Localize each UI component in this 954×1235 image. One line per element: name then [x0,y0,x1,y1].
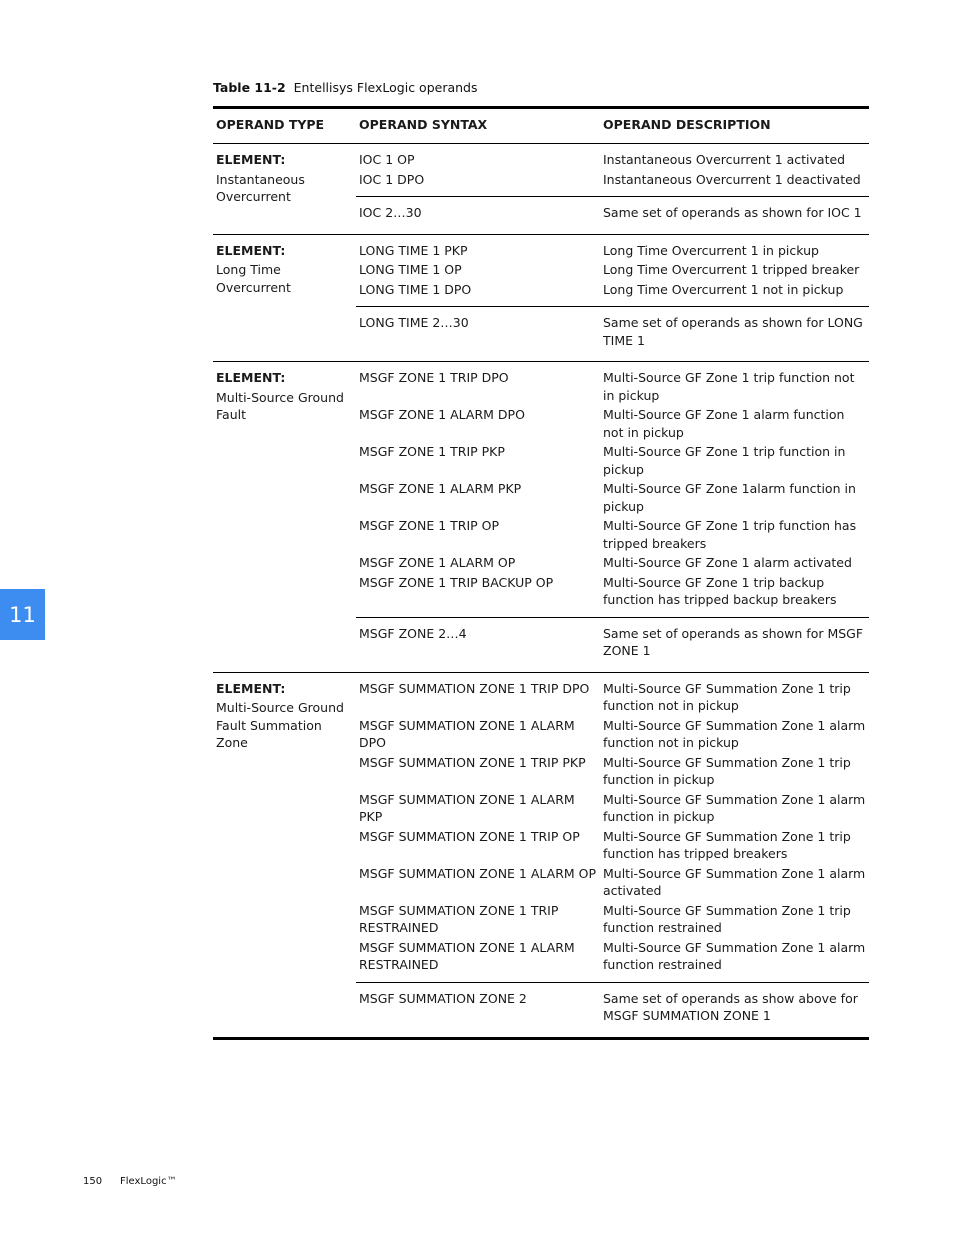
operand-type-label: ELEMENT: [216,152,286,167]
operand-description: Multi-Source GF Zone 1 trip function has tripped breakers [603,518,857,551]
operand-syntax: MSGF SUMMATION ZONE 1 ALARM DPO [359,717,575,750]
operand-description: Same set of operands as shown for IOC 1 [600,197,869,235]
operand-type-cell [213,672,356,1038]
operand-syntax: MSGF SUMMATION ZONE 1 TRIP OP [359,828,580,844]
operand-syntax: LONG TIME 1 PKP [356,234,600,261]
operand-type-label: ELEMENT: [216,680,286,696]
operand-description: Multi-Source GF Zone 1 alarm function not in pickup [603,407,845,440]
operand-syntax: MSGF ZONE 1 TRIP DPO [356,362,600,407]
operand-syntax: MSGF SUMMATION ZONE 1 ALARM PKP [359,791,575,824]
operand-syntax: MSGF ZONE 1 TRIP BACKUP OP [359,574,554,590]
operand-type-description: Multi-Source Ground Fault Summation Zone [216,700,344,750]
operand-syntax: MSGF SUMMATION ZONE 1 ALARM OP [359,865,597,881]
operand-type-description: Long Time Overcurrent [216,262,291,295]
operand-description: Multi-Source GF Zone 1 trip backup function has tripped backup breakers [603,574,837,607]
operand-type-description: Multi-Source Ground Fault [216,389,344,422]
operand-syntax: MSGF ZONE 1 TRIP PKP [359,444,505,459]
chapter-tab: 11 [0,589,45,640]
operand-description: Multi-Source GF Zone 1 alarm activated [603,555,852,570]
table-body [213,144,869,1039]
operand-type-description: Instantaneous Overcurrent [216,171,305,204]
operand-description: Same set of operands as shown for LONG TIME 1 [600,307,869,362]
table-title: Entellisys FlexLogic operands [293,80,478,95]
operand-syntax: MSGF ZONE 1 TRIP OP [359,518,500,533]
operand-description: Multi-Source GF Summation Zone 1 trip function in pickup [603,754,851,787]
operand-description: Multi-Source GF Summation Zone 1 trip function restrained [603,902,851,935]
operand-syntax: IOC 1 DPO [359,171,425,187]
operand-syntax: MSGF SUMMATION ZONE 1 ALARM RESTRAINED [359,939,575,972]
operand-description: Multi-Source GF Summation Zone 1 trip function has tripped breakers [603,828,851,861]
operand-description: Same set of operands as shown for MSGF ZONE 1 [600,617,869,672]
operand-type-cell [213,234,356,362]
operand-description: Instantaneous Overcurrent 1 deactivated [603,171,861,187]
operand-description: Long Time Overcurrent 1 in pickup [600,234,869,261]
operand-syntax: LONG TIME 1 OP [359,262,462,277]
operand-syntax: MSGF ZONE 1 ALARM PKP [359,481,522,496]
operand-description: Multi-Source GF Summation Zone 1 trip function not in pickup [600,672,869,717]
operand-description: Same set of operands as show above for MSGF SUMMATION ZONE 1 [600,982,869,1038]
operand-type-label: ELEMENT: [216,242,286,258]
operand-syntax: MSGF SUMMATION ZONE 1 TRIP RESTRAINED [359,902,559,935]
operand-description: Multi-Source GF Zone 1alarm function in pickup [603,481,856,514]
table-row [213,234,869,261]
operand-syntax: IOC 2…30 [356,197,600,235]
operand-description: Multi-Source GF Summation Zone 1 alarm activated [603,865,866,898]
operand-syntax: MSGF SUMMATION ZONE 1 TRIP DPO [356,672,600,717]
operand-syntax: MSGF SUMMATION ZONE 2 [356,982,600,1038]
operand-syntax: MSGF ZONE 2…4 [356,617,600,672]
header-row [213,108,869,144]
operand-description: Multi-Source GF Summation Zone 1 alarm function in pickup [603,791,866,824]
table-number: Table 11-2 [213,80,286,95]
header-operand-syntax: OPERAND SYNTAX [356,108,600,144]
operand-description: Multi-Source GF Summation Zone 1 alarm function restrained [603,939,866,972]
operand-type-label: ELEMENT: [216,370,286,385]
footer-section: FlexLogic™ [120,1176,177,1187]
table-caption [213,80,478,95]
operand-syntax: LONG TIME 2…30 [356,307,600,362]
page-number: 150 [83,1176,103,1187]
operand-description: Multi-Source GF Zone 1 trip function not in pickup [600,362,869,407]
operand-syntax: MSGF SUMMATION ZONE 1 TRIP PKP [359,754,586,770]
table-row [213,672,869,717]
operand-type-cell [213,362,356,673]
operand-description: Long Time Overcurrent 1 tripped breaker [603,262,860,277]
operand-syntax: IOC 1 OP [359,152,415,167]
table-row [213,144,869,171]
header-operand-type: OPERAND TYPE [213,108,356,144]
operand-description: Instantaneous Overcurrent 1 activated [603,152,846,167]
operand-syntax: MSGF ZONE 1 ALARM OP [359,555,516,570]
operand-syntax: MSGF ZONE 1 ALARM DPO [359,407,525,422]
operand-type-cell [213,144,356,235]
operand-description: Long Time Overcurrent 1 not in pickup [603,281,844,297]
operands-table [213,106,869,1040]
operand-syntax: LONG TIME 1 DPO [359,281,472,297]
table-row [213,362,869,407]
header-operand-description: OPERAND DESCRIPTION [600,108,869,144]
operand-description: Multi-Source GF Zone 1 trip function in pickup [603,444,846,477]
operand-description: Multi-Source GF Summation Zone 1 alarm function not in pickup [603,717,866,750]
